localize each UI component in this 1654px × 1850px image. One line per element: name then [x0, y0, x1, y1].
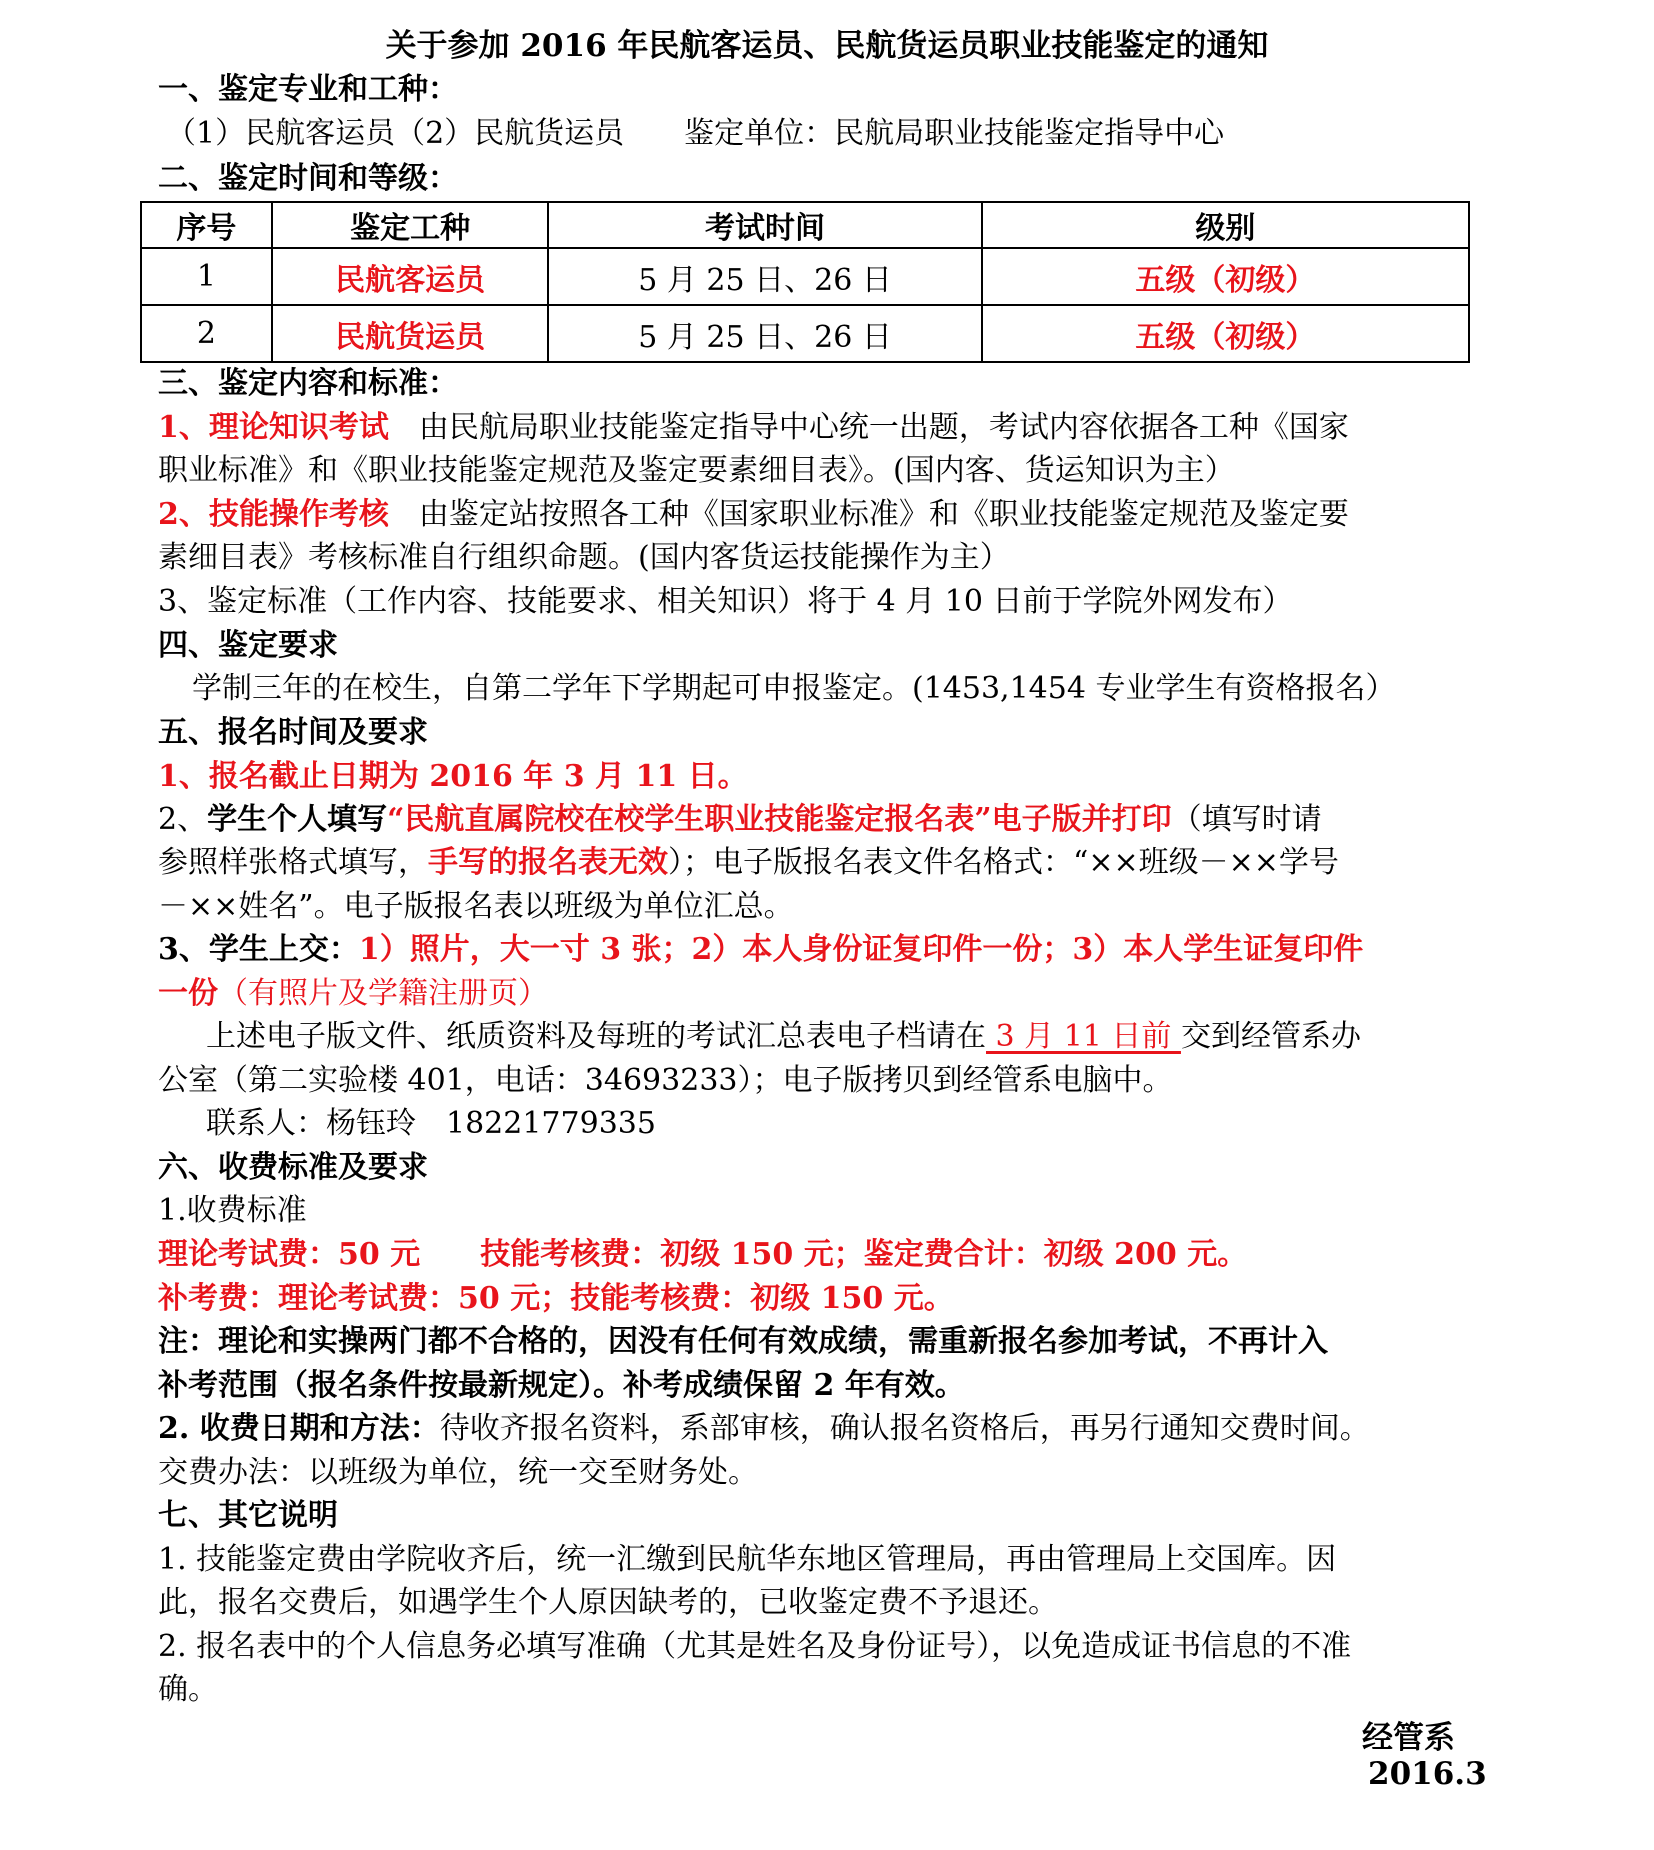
- item-text: 由鉴定站按照各工种《国家职业标准》和《职业技能鉴定规范及鉴定要: [388, 497, 1349, 532]
- item-prefix: 2、: [158, 802, 208, 837]
- section-3-item-2-cont: 素细目表》考核标准自行组织命题。(国内客货运技能操作为主）: [158, 540, 1010, 575]
- invalid-notice: 手写的报名表无效: [428, 845, 668, 880]
- section-6-sub-2-l2: 交费办法：以班级为单位，统一交至财务处。: [158, 1455, 758, 1490]
- item-text: 一份: [158, 976, 218, 1011]
- item-bold: 学生个人填写: [207, 802, 388, 837]
- item-text: 交到经管系办: [1180, 1019, 1361, 1054]
- exam-schedule-table: [140, 201, 1470, 363]
- job-type: 民航客运员: [272, 248, 549, 305]
- note-line-1: 注：理论和实操两门都不合格的，因没有任何有效成绩，需重新报名参加考试，不再计入: [158, 1324, 1328, 1359]
- item-text: ）；电子版报名表文件名格式：“××班级－××学号: [668, 845, 1339, 880]
- job-type: 民航货运员: [272, 305, 549, 362]
- section-7-item-1-l2: 此，报名交费后，如遇学生个人原因缺考的，已收鉴定费不予退还。: [158, 1585, 1058, 1620]
- section-5-heading: 五、报名时间及要求: [158, 715, 428, 750]
- level: 五级（初级）: [982, 305, 1469, 362]
- contact-line: 联系人：杨钰玲 18221779335: [206, 1106, 656, 1141]
- table-header: 级别: [982, 202, 1469, 248]
- section-6-sub-1: 1.收费标准: [158, 1193, 307, 1228]
- section-5-item-2-l3: －××姓名”。电子版报名表以班级为单位汇总。: [158, 889, 794, 924]
- level: 五级（初级）: [982, 248, 1469, 305]
- section-4-line: 学制三年的在校生，自第二学年下学期起可申报鉴定。(1453,1454 专业学生有资格报名）: [192, 671, 1396, 706]
- fee-line-2: 补考费：理论考试费：50 元；技能考核费：初级 150 元。: [158, 1281, 954, 1316]
- section-5-item-3: [158, 928, 1498, 971]
- section-5-item-3-l2: [158, 972, 1498, 1015]
- section-3-heading: 三、鉴定内容和标准：: [158, 366, 458, 401]
- section-3-item-3: 3、鉴定标准（工作内容、技能要求、相关知识）将于 4 月 10 日前于学院外网发布）: [158, 584, 1293, 619]
- submit-instructions: [206, 1015, 1546, 1058]
- table-header: 鉴定工种: [272, 202, 549, 248]
- section-3-item-1-cont: 职业标准》和《职业技能鉴定规范及鉴定要素细目表》。(国内客、货运知识为主）: [158, 453, 1235, 488]
- item-label: 2、技能操作考核: [158, 497, 389, 532]
- row-number: 1: [141, 248, 272, 305]
- section-3-item-2: [158, 493, 1498, 536]
- item-label: 1、理论知识考试: [158, 410, 389, 445]
- item-text: 待收齐报名资料，系部审核，确认报名资格后，再另行通知交费时间。: [439, 1411, 1370, 1446]
- section-7-item-2-l2: 确。: [158, 1672, 218, 1707]
- section-6-sub-2: [158, 1407, 1498, 1450]
- item-label: 3、学生上交：: [158, 932, 359, 967]
- section-5-item-1: 1、报名截止日期为 2016 年 3 月 11 日。: [158, 759, 748, 794]
- section-6-heading: 六、收费标准及要求: [158, 1150, 428, 1185]
- row-number: 2: [141, 305, 272, 362]
- submit-instructions-l2: 公室（第二实验楼 401，电话：34693233）；电子版拷贝到经管系电脑中。: [158, 1063, 1173, 1098]
- section-4-heading: 四、鉴定要求: [158, 628, 338, 663]
- item-text: 上述电子版文件、纸质资料及每班的考试汇总表电子档请在: [206, 1019, 986, 1054]
- section-2-heading: 二、鉴定时间和等级：: [158, 161, 458, 196]
- table-row: [141, 248, 1469, 305]
- form-name: “民航直属院校在校学生职业技能鉴定报名表”电子版并打印: [387, 802, 1172, 837]
- exam-time: 5 月 25 日、26 日: [548, 305, 981, 362]
- item-text: 参照样张格式填写，: [158, 845, 428, 880]
- signature-dept: 经管系: [1362, 1720, 1455, 1756]
- item-text: （有照片及学籍注册页）: [218, 976, 548, 1011]
- section-7-item-1: 1. 技能鉴定费由学院收齐后，统一汇缴到民航华东地区管理局，再由管理局上交国库。因: [158, 1542, 1337, 1577]
- item-rest: （填写时请: [1171, 802, 1322, 837]
- section-7-heading: 七、其它说明: [158, 1498, 338, 1533]
- signature-date: 2016.3: [1368, 1756, 1487, 1792]
- section-5-item-2-l2: [158, 841, 1498, 884]
- item-text: 1）照片，大一寸 3 张；2）本人身份证复印件一份；3）本人学生证复印件: [358, 932, 1364, 967]
- item-label: 2. 收费日期和方法：: [158, 1411, 440, 1446]
- table-header: 序号: [141, 202, 272, 248]
- table-header: 考试时间: [548, 202, 981, 248]
- submit-deadline: 3 月 11 日前: [986, 1019, 1181, 1054]
- section-1-heading: 一、鉴定专业和工种：: [158, 72, 458, 107]
- exam-time: 5 月 25 日、26 日: [548, 248, 981, 305]
- section-5-item-2: [158, 798, 1498, 841]
- note-line-2: 补考范围（报名条件按最新规定）。补考成绩保留 2 年有效。: [158, 1368, 965, 1403]
- item-text: 由民航局职业技能鉴定指导中心统一出题，考试内容依据各工种《国家: [388, 410, 1349, 445]
- section-1-line: （1）民航客运员（2）民航货运员 鉴定单位：民航局职业技能鉴定指导中心: [166, 116, 1225, 151]
- table-header-row: [141, 202, 1469, 248]
- table-row: [141, 305, 1469, 362]
- fee-line-1: 理论考试费：50 元 技能考核费：初级 150 元；鉴定费合计：初级 200 元。: [158, 1237, 1248, 1272]
- document-title: 关于参加 2016 年民航客运员、民航货运员职业技能鉴定的通知: [385, 28, 1269, 64]
- section-7-item-2: 2. 报名表中的个人信息务必填写准确（尤其是姓名及身份证号），以免造成证书信息的不准: [158, 1629, 1352, 1664]
- section-3-item-1: [158, 406, 1498, 449]
